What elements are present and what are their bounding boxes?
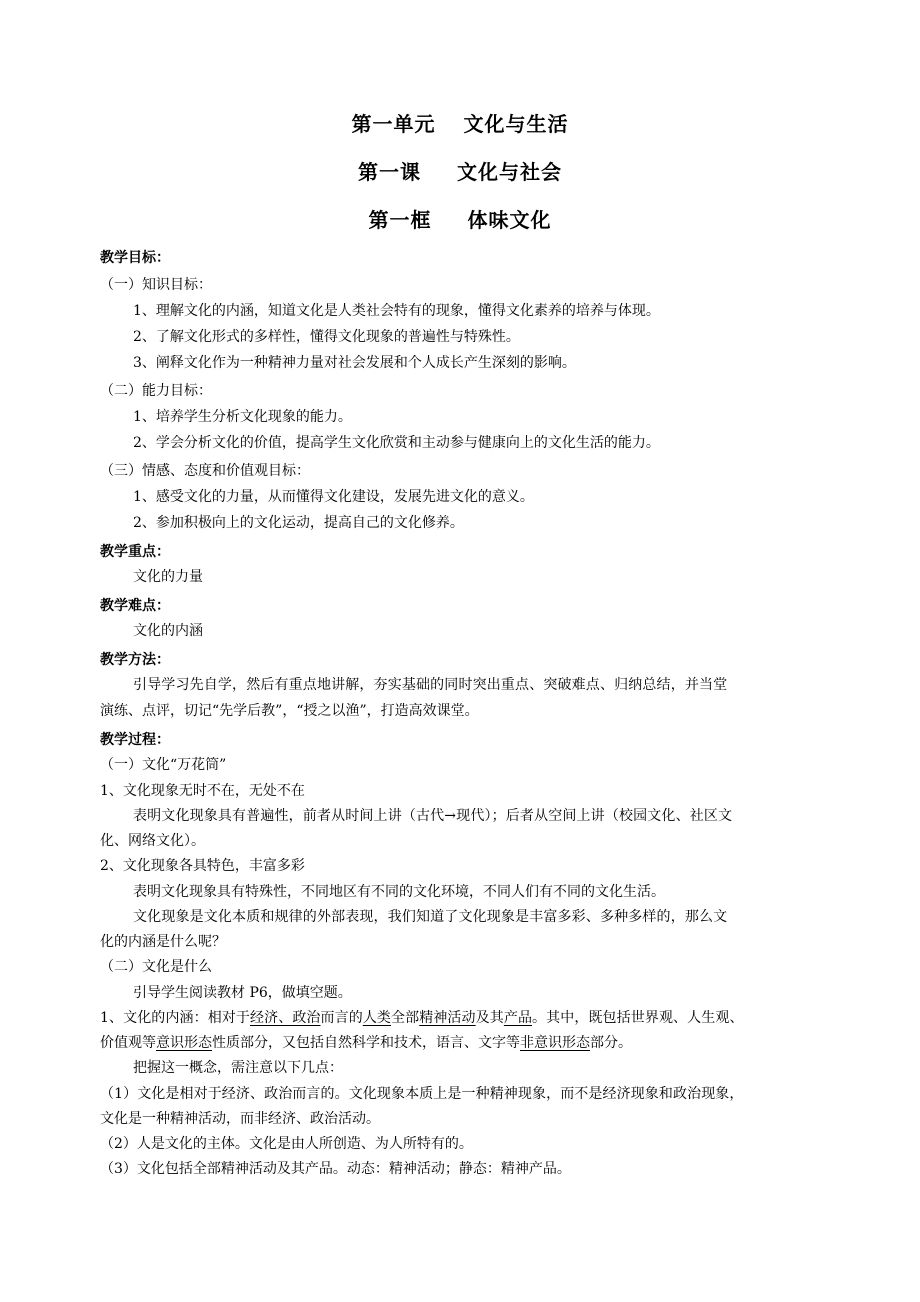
method-heading: 教学方法： [100, 652, 170, 668]
underlined-term: 非意识形态 [520, 1035, 590, 1051]
objectives-heading: 教学目标： [100, 250, 170, 266]
knowledge-item: 3、阐释文化作为一种精神力量对社会发展和个人成长产生深刻的影响。 [133, 355, 576, 371]
knowledge-item: 2、了解文化形式的多样性，懂得文化现象的普遍性与特殊性。 [133, 329, 520, 345]
definition-line: 价值观等意识形态性质部分，又包括自然科学和技术，语言、文字等非意识形态部分。 [100, 1035, 632, 1051]
unit-title: 第一单元 文化与生活 [351, 112, 569, 136]
point-title: 2、文化现象各具特色，丰富多彩 [100, 858, 305, 874]
note-line: （1）文化是相对于经济、政治而言的。文化现象本质上是一种精神现象，而不是经济现象和政治现象， [100, 1086, 744, 1102]
transition-line: 文化现象是文化本质和规律的外部表现，我们知道了文化现象是丰富多彩、多种多样的，那么文 [133, 909, 728, 925]
emotion-heading: （三）情感、态度和价值观目标： [100, 463, 310, 479]
emotion-item: 2、参加积极向上的文化运动，提高自己的文化修养。 [133, 515, 464, 531]
difficulty-text: 文化的内涵 [133, 623, 203, 639]
point-title: 1、文化现象无时不在，无处不在 [100, 783, 305, 799]
method-line: 引导学习先自学，然后有重点地讲解，夯实基础的同时突出重点、突破难点、归纳总结，并当堂 [133, 677, 728, 693]
point-line: 表明文化现象具有特殊性，不同地区有不同的文化环境，不同人们有不同的文化生活。 [133, 884, 665, 900]
underlined-term: 产品 [503, 1010, 533, 1026]
note-line: （2）人是文化的主体。文化是由人所创造、为人所特有的。 [100, 1136, 473, 1152]
process-heading: 教学过程： [100, 732, 170, 748]
knowledge-item: 1、理解文化的内涵，知道文化是人类社会特有的现象，懂得文化素养的培养与体现。 [133, 303, 660, 319]
knowledge-heading: （一）知识目标： [100, 277, 212, 293]
underlined-term: 意识形态 [156, 1035, 212, 1051]
emotion-item: 1、感受文化的力量，从而懂得文化建设，发展先进文化的意义。 [133, 489, 534, 505]
underlined-term: 精神活动 [419, 1010, 476, 1026]
underlined-term: 经济、政治 [250, 1010, 321, 1026]
frame-title: 第一框 体味文化 [368, 208, 552, 232]
key-point-heading: 教学重点： [100, 544, 170, 560]
difficulty-heading: 教学难点： [100, 598, 170, 614]
ability-item: 1、培养学生分析文化现象的能力。 [133, 409, 352, 425]
section-heading: （一）文化“万花筒” [100, 757, 227, 773]
intro-line: 引导学生阅读教材 P6，做填空题。 [133, 985, 352, 1001]
underlined-term: 人类 [362, 1010, 392, 1026]
note-line: 文化是一种精神活动，而非经济、政治活动。 [100, 1111, 380, 1127]
lesson-title: 第一课 文化与社会 [358, 160, 562, 184]
ability-heading: （二）能力目标： [100, 383, 212, 399]
method-line: 演练、点评，切记“先学后教”，“授之以渔”，打造高效课堂。 [100, 703, 479, 719]
grasp-line: 把握这一概念，需注意以下几点： [133, 1060, 343, 1076]
transition-line: 化的内涵是什么呢？ [100, 934, 226, 950]
ability-item: 2、学会分析文化的价值，提高学生文化欣赏和主动参与健康向上的文化生活的能力。 [133, 435, 660, 451]
point-line: 化、网络文化）。 [100, 833, 205, 849]
definition-line: 1、文化的内涵：相对于经济、政治而言的人类全部精神活动及其产品。其中，既包括世界观、人生观、 [100, 1010, 744, 1026]
note-line: （3）文化包括全部精神活动及其产品。动态：精神活动；静态：精神产品。 [100, 1161, 571, 1177]
key-point-text: 文化的力量 [133, 569, 203, 585]
point-line: 表明文化现象具有普遍性，前者从时间上讲（古代→现代）；后者从空间上讲（校园文化、社区文 [133, 808, 733, 824]
section-heading: （二）文化是什么 [100, 959, 212, 975]
